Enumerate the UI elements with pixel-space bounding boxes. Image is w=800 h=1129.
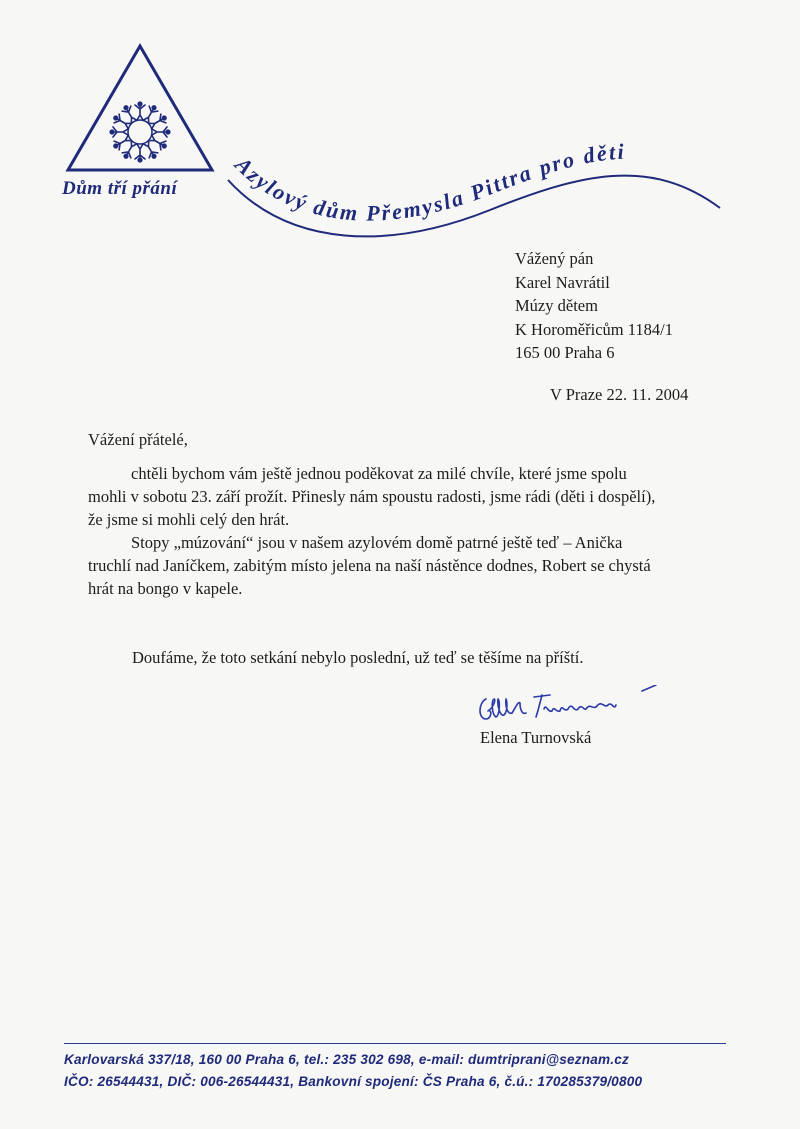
triangle-logo-icon xyxy=(60,40,220,176)
body-paragraph-2 xyxy=(88,531,728,600)
figure-icon xyxy=(109,127,128,137)
letterhead-footer xyxy=(64,1049,734,1093)
body-line: chtěli bychom vám ještě jednou poděkovat za milé chvíle, které jsme spolu xyxy=(131,464,627,483)
body-line: že jsme si mohli celý den hrát. xyxy=(88,510,290,529)
body-line: hrát na bongo v kapele. xyxy=(88,579,243,598)
signer-name: Elena Turnovská xyxy=(480,728,592,747)
banner-text: Azylový dům Přemysla Pittra pro děti xyxy=(230,138,627,226)
letter-date: V Praze 22. 11. 2004 xyxy=(550,385,689,404)
footer-address-line: Karlovarská 337/18, 160 00 Praha 6, tel.: 235 302 698, e-mail: dumtriprani@seznam.cz xyxy=(64,1052,630,1067)
body-line: mohli v sobotu 23. září prožít. Přinesly nám spoustu radosti, jsme rádi (děti i dospělí), xyxy=(88,487,656,506)
handwritten-signature xyxy=(474,685,664,727)
logo-name: Dům tří přání xyxy=(62,178,178,199)
body-paragraph-1 xyxy=(88,462,728,531)
letter-body xyxy=(88,462,728,600)
footer-divider xyxy=(64,1043,726,1044)
footer-registration-line: IČO: 26544431, DIČ: 006-26544431, Bankovní spojení: ČS Praha 6, č.ú.: 170285379/0800 xyxy=(64,1074,643,1089)
salutation: Vážení přátelé, xyxy=(88,430,188,449)
figure-icon xyxy=(135,101,145,120)
body-line: truchlí nad Janíčkem, zabitým místo jelena na naší nástěnce dodnes, Robert se chystá xyxy=(88,556,651,575)
recipient-line: K Horoměřicům 1184/1 xyxy=(515,319,673,339)
recipient-line: Karel Navrátil xyxy=(515,272,610,292)
body-line: Stopy „múzování“ jsou v našem azylovém domě patrné ještě teď – Anička xyxy=(131,533,623,552)
figure-icon xyxy=(152,127,171,137)
recipient-address xyxy=(515,247,673,365)
recipient-line: Vážený pán xyxy=(515,249,594,268)
recipient-line: Múzy dětem xyxy=(515,296,598,315)
banner-wave xyxy=(220,128,740,250)
figure-icon xyxy=(135,144,145,163)
closing-sentence: Doufáme, že toto setkání nebylo poslední, už teď se těšíme na příští. xyxy=(132,648,584,667)
recipient-line: 165 00 Praha 6 xyxy=(515,343,615,362)
